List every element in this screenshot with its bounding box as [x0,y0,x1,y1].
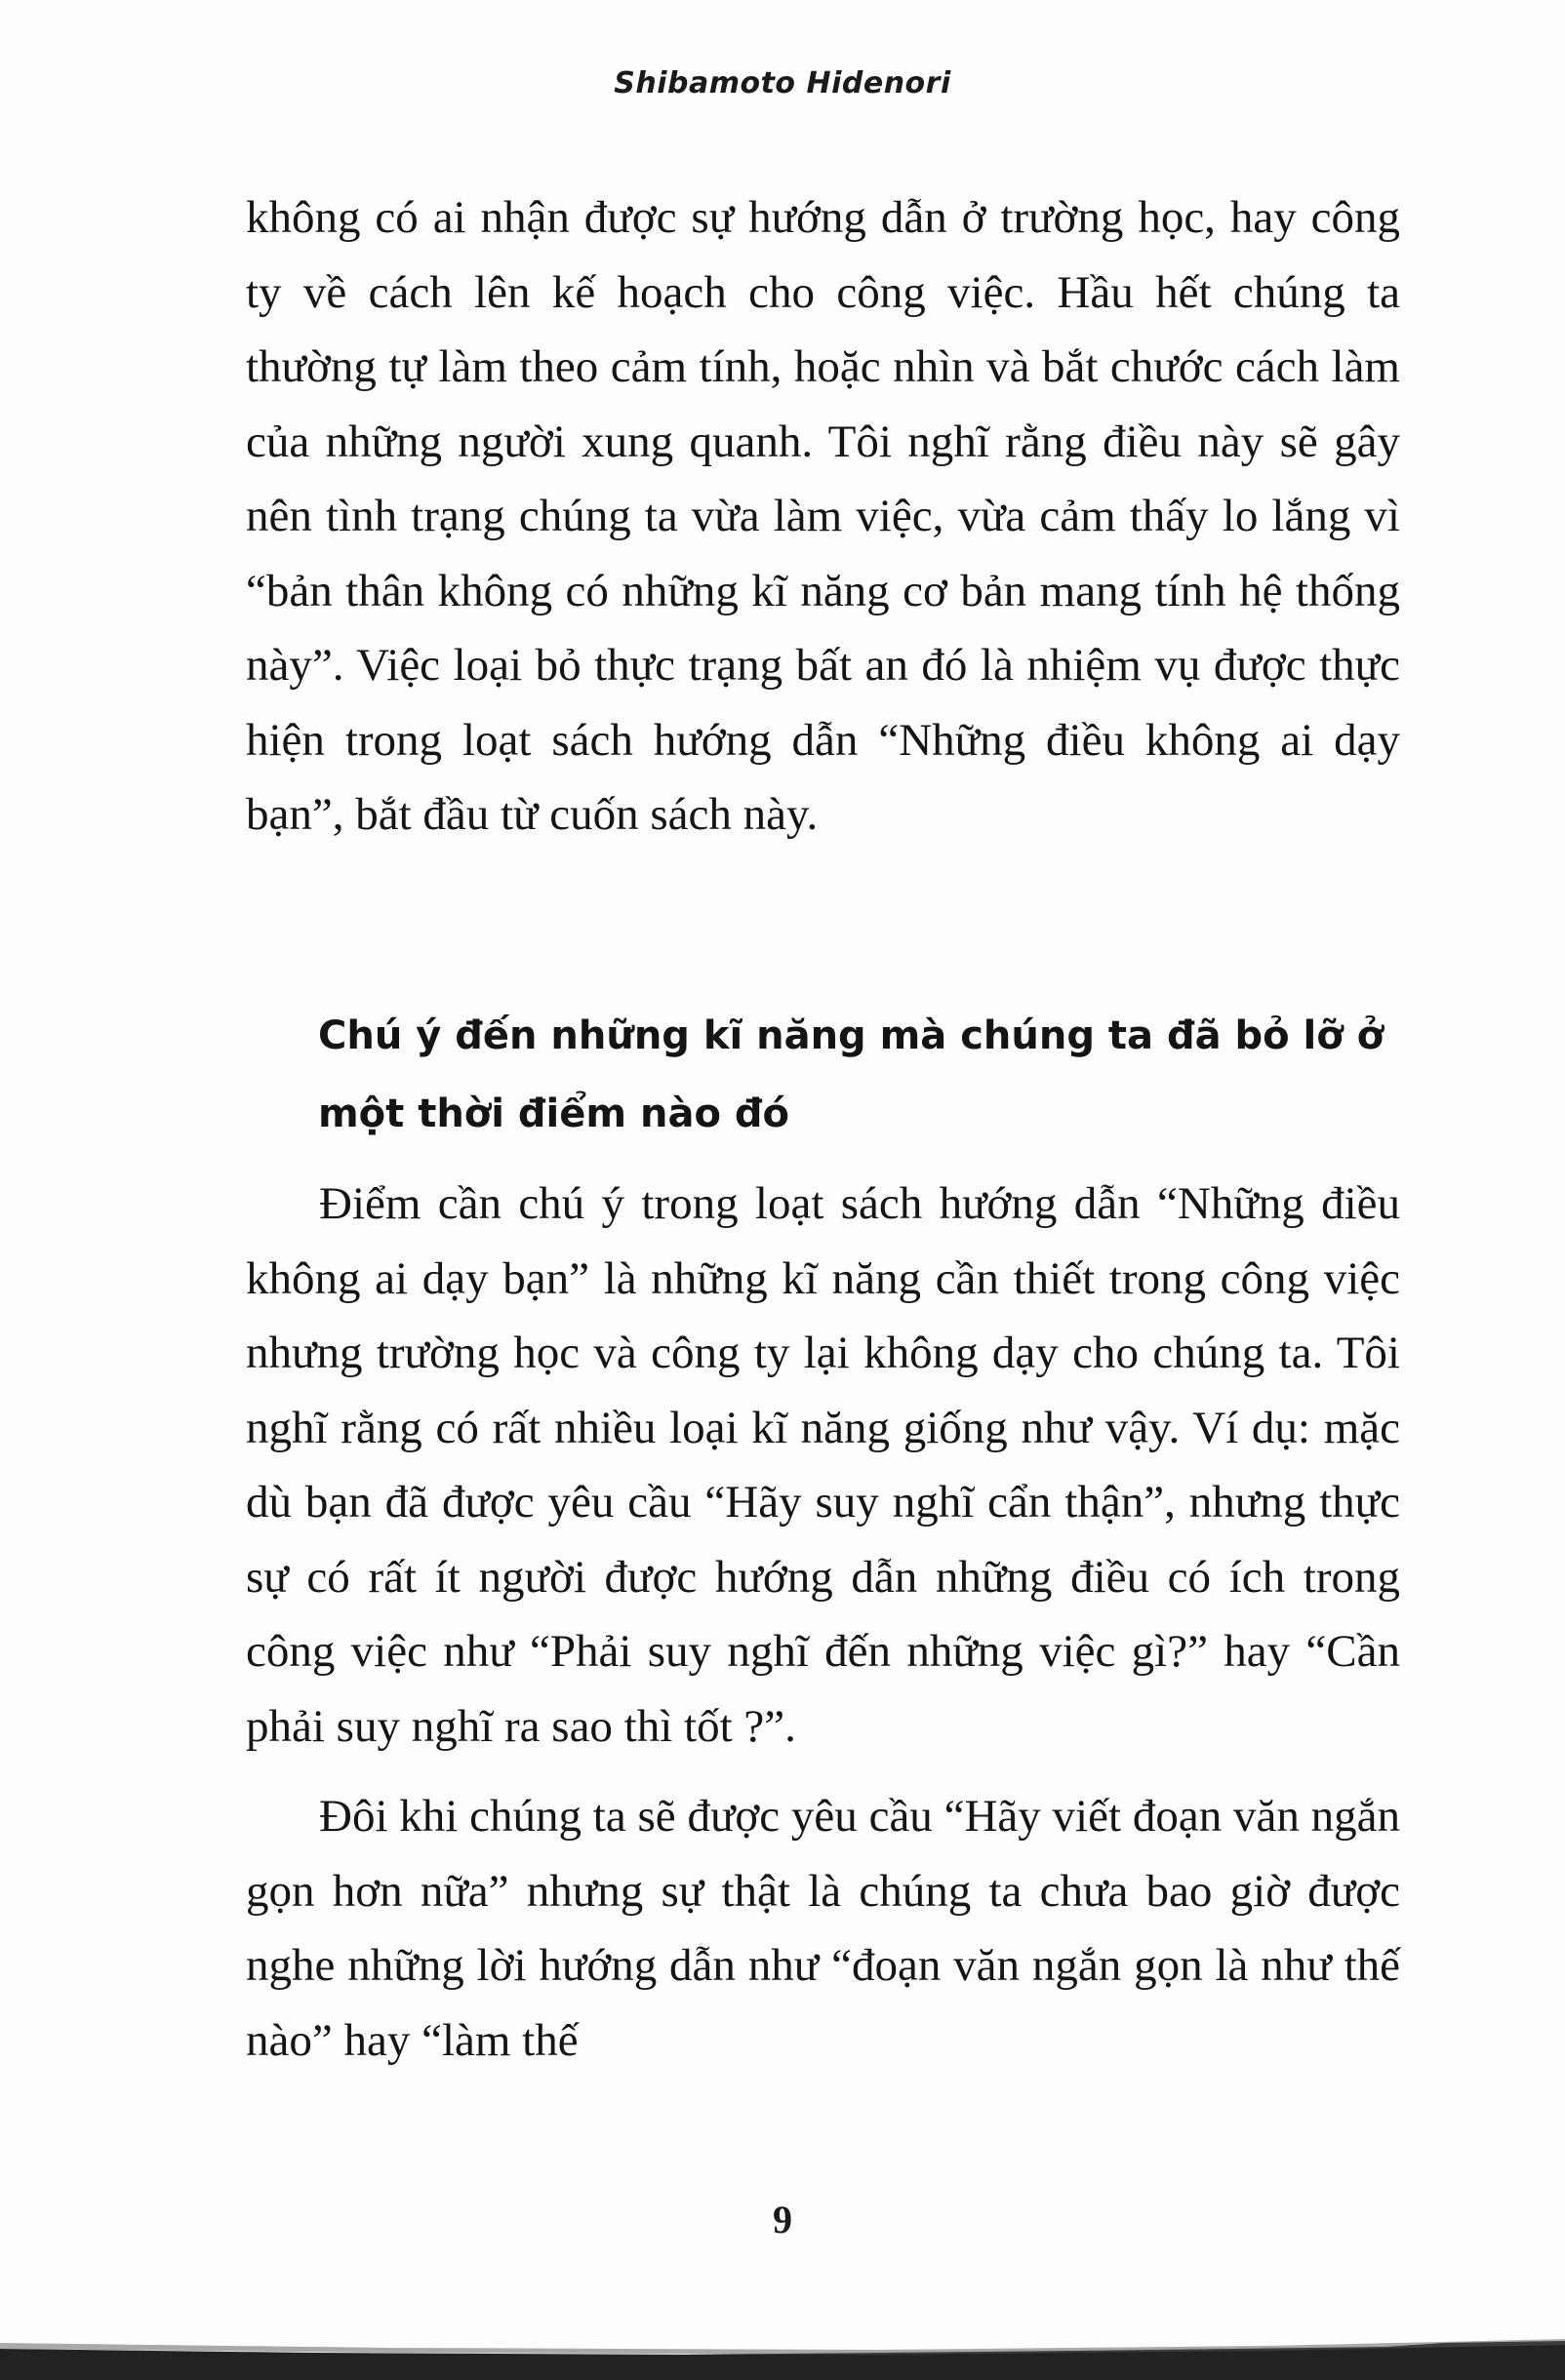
section-heading: Chú ý đến những kĩ năng mà chúng ta đã bỏ lỡ ở một thời điểm nào đó [318,1013,1384,1136]
body-paragraph-2: Điểm cần chú ý trong loạt sách hướng dẫn “Những điều không ai dạy bạn” là những kĩ năng cần thiết trong công việc nhưng trường học và công ty lại không dạy cho chúng ta. Tôi nghĩ rằng có rất nhiều loại kĩ năng giống như vậy. Ví dụ: mặc dù bạn đã được yêu cầu “Hãy suy nghĩ cẩn thận”, nhưng thực sự có rất ít người được hướng dẫn những điều có ích trong công việc như “Phải suy nghĩ đến những việc gì?” hay “Cần phải suy nghĩ ra sao thì tốt ?”. [246,1178,1400,1752]
page-body [246,180,1400,2078]
body-paragraph-1: không có ai nhận được sự hướng dẫn ở trường học, hay công ty về cách lên kế hoạch cho công việc. Hầu hết chúng ta thường tự làm theo cảm tính, hoặc nhìn và bắt chước cách làm của những người xung quanh. Tôi nghĩ rằng điều này sẽ gây nên tình trạng chúng ta vừa làm việc, vừa cảm thấy lo lắng vì “bản thân không có những kĩ năng cơ bản mang tính hệ thống này”. Việc loại bỏ thực trạng bất an đó là nhiệm vụ được thực hiện trong loạt sách hướng dẫn “Những điều không ai dạy bạn”, bắt đầu từ cuốn sách này. [246,192,1400,840]
running-head-author: Shibamoto Hidenori [614,66,951,100]
page-number: 9 [773,2198,792,2241]
body-paragraph-3: Đôi khi chúng ta sẽ được yêu cầu “Hãy viết đoạn văn ngắn gọn hơn nữa” nhưng sự thật là chúng ta chưa bao giờ được nghe những lời hướng dẫn như “đoạn văn ngắn gọn là như thế nào” hay “làm thế [246,1791,1400,2066]
scan-edge-shadow [0,2339,1565,2380]
